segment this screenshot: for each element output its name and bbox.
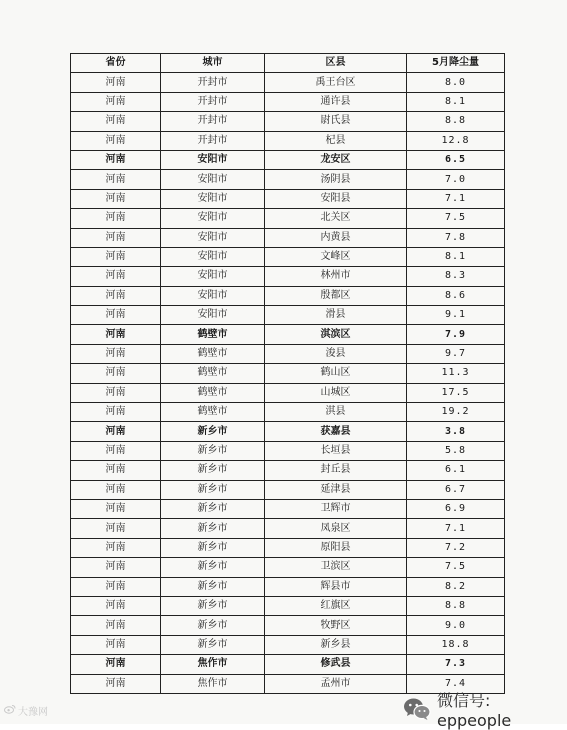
cell-city: 开封市 bbox=[161, 112, 265, 131]
table-row bbox=[71, 344, 505, 363]
cell-dustfall-value: 3.8 bbox=[407, 422, 505, 441]
header-city: 城市 bbox=[161, 54, 265, 73]
cell-city: 新乡市 bbox=[161, 577, 265, 596]
cell-dustfall-value: 6.9 bbox=[407, 499, 505, 518]
cell-city: 新乡市 bbox=[161, 480, 265, 499]
cell-dustfall-value: 9.1 bbox=[407, 306, 505, 325]
table-row bbox=[71, 499, 505, 518]
cell-city: 安阳市 bbox=[161, 267, 265, 286]
cell-city: 新乡市 bbox=[161, 519, 265, 538]
cell-dustfall-value: 9.7 bbox=[407, 344, 505, 363]
cell-province: 河南 bbox=[71, 344, 161, 363]
left-watermark bbox=[4, 703, 48, 718]
cell-city: 焦作市 bbox=[161, 655, 265, 674]
cell-county: 孟州市 bbox=[265, 674, 407, 693]
cell-county: 殷都区 bbox=[265, 286, 407, 305]
cell-province: 河南 bbox=[71, 558, 161, 577]
table-row bbox=[71, 92, 505, 111]
cell-county: 红旗区 bbox=[265, 596, 407, 615]
cell-province: 河南 bbox=[71, 480, 161, 499]
cell-county: 通许县 bbox=[265, 92, 407, 111]
cell-city: 鹤壁市 bbox=[161, 344, 265, 363]
cell-dustfall-value: 7.0 bbox=[407, 170, 505, 189]
table-row bbox=[71, 403, 505, 422]
cell-city: 新乡市 bbox=[161, 461, 265, 480]
cell-city: 新乡市 bbox=[161, 596, 265, 615]
cell-dustfall-value: 7.9 bbox=[407, 325, 505, 344]
cell-county: 鹤山区 bbox=[265, 364, 407, 383]
cell-dustfall-value: 7.8 bbox=[407, 228, 505, 247]
table-row bbox=[71, 596, 505, 615]
left-watermark-text: 大豫网 bbox=[18, 707, 48, 718]
cell-county: 龙安区 bbox=[265, 150, 407, 169]
cell-city: 焦作市 bbox=[161, 674, 265, 693]
cell-city: 新乡市 bbox=[161, 635, 265, 654]
cell-province: 河南 bbox=[71, 674, 161, 693]
cell-dustfall-value: 17.5 bbox=[407, 383, 505, 402]
table-row bbox=[71, 655, 505, 674]
cell-province: 河南 bbox=[71, 189, 161, 208]
table-row bbox=[71, 286, 505, 305]
cell-city: 新乡市 bbox=[161, 616, 265, 635]
cell-city: 开封市 bbox=[161, 131, 265, 150]
cell-county: 卫滨区 bbox=[265, 558, 407, 577]
cell-dustfall-value: 7.1 bbox=[407, 519, 505, 538]
cell-city: 新乡市 bbox=[161, 499, 265, 518]
table-row bbox=[71, 538, 505, 557]
header-may-dustfall: 5月降尘量 bbox=[407, 54, 505, 73]
cell-province: 河南 bbox=[71, 461, 161, 480]
cell-province: 河南 bbox=[71, 499, 161, 518]
table-row bbox=[71, 189, 505, 208]
table-header-row bbox=[71, 54, 505, 73]
right-watermark-text: 微信号: eppeople bbox=[437, 691, 512, 730]
cell-province: 河南 bbox=[71, 267, 161, 286]
weibo-icon bbox=[4, 704, 16, 717]
cell-province: 河南 bbox=[71, 325, 161, 344]
cell-city: 新乡市 bbox=[161, 441, 265, 460]
cell-dustfall-value: 8.6 bbox=[407, 286, 505, 305]
cell-county: 北关区 bbox=[265, 209, 407, 228]
table-row bbox=[71, 364, 505, 383]
cell-city: 安阳市 bbox=[161, 189, 265, 208]
cell-dustfall-value: 18.8 bbox=[407, 635, 505, 654]
table-row bbox=[71, 480, 505, 499]
cell-county: 尉氏县 bbox=[265, 112, 407, 131]
cell-county: 牧野区 bbox=[265, 616, 407, 635]
cell-city: 新乡市 bbox=[161, 538, 265, 557]
cell-dustfall-value: 19.2 bbox=[407, 403, 505, 422]
table-row bbox=[71, 441, 505, 460]
cell-county: 延津县 bbox=[265, 480, 407, 499]
cell-county: 卫辉市 bbox=[265, 499, 407, 518]
cell-dustfall-value: 8.2 bbox=[407, 577, 505, 596]
table-row bbox=[71, 306, 505, 325]
table-row bbox=[71, 558, 505, 577]
cell-province: 河南 bbox=[71, 577, 161, 596]
cell-dustfall-value: 7.1 bbox=[407, 189, 505, 208]
cell-city: 安阳市 bbox=[161, 228, 265, 247]
cell-city: 安阳市 bbox=[161, 170, 265, 189]
table-row bbox=[71, 519, 505, 538]
cell-county: 淇滨区 bbox=[265, 325, 407, 344]
cell-province: 河南 bbox=[71, 73, 161, 92]
cell-dustfall-value: 11.3 bbox=[407, 364, 505, 383]
cell-province: 河南 bbox=[71, 596, 161, 615]
cell-county: 淇县 bbox=[265, 403, 407, 422]
table-row bbox=[71, 616, 505, 635]
cell-county: 新乡县 bbox=[265, 635, 407, 654]
cell-city: 开封市 bbox=[161, 92, 265, 111]
cell-province: 河南 bbox=[71, 403, 161, 422]
cell-dustfall-value: 8.1 bbox=[407, 92, 505, 111]
cell-city: 安阳市 bbox=[161, 286, 265, 305]
cell-dustfall-value: 8.3 bbox=[407, 267, 505, 286]
cell-dustfall-value: 7.5 bbox=[407, 209, 505, 228]
cell-city: 开封市 bbox=[161, 73, 265, 92]
cell-dustfall-value: 8.0 bbox=[407, 73, 505, 92]
cell-province: 河南 bbox=[71, 209, 161, 228]
cell-dustfall-value: 8.8 bbox=[407, 596, 505, 615]
cell-province: 河南 bbox=[71, 247, 161, 266]
table-row bbox=[71, 383, 505, 402]
wechat-icon bbox=[403, 697, 431, 721]
cell-county: 长垣县 bbox=[265, 441, 407, 460]
cell-city: 鹤壁市 bbox=[161, 364, 265, 383]
cell-province: 河南 bbox=[71, 286, 161, 305]
cell-province: 河南 bbox=[71, 306, 161, 325]
cell-province: 河南 bbox=[71, 383, 161, 402]
cell-county: 文峰区 bbox=[265, 247, 407, 266]
cell-dustfall-value: 6.1 bbox=[407, 461, 505, 480]
table-row bbox=[71, 131, 505, 150]
table-row bbox=[71, 267, 505, 286]
cell-county: 修武县 bbox=[265, 655, 407, 674]
table-row bbox=[71, 170, 505, 189]
cell-dustfall-value: 7.2 bbox=[407, 538, 505, 557]
cell-province: 河南 bbox=[71, 131, 161, 150]
cell-city: 安阳市 bbox=[161, 306, 265, 325]
dust-fall-table bbox=[70, 53, 505, 694]
table-body bbox=[71, 73, 505, 694]
table-row bbox=[71, 112, 505, 131]
table-row bbox=[71, 461, 505, 480]
cell-county: 禹王台区 bbox=[265, 73, 407, 92]
cell-province: 河南 bbox=[71, 422, 161, 441]
cell-province: 河南 bbox=[71, 364, 161, 383]
table-row bbox=[71, 73, 505, 92]
cell-county: 滑县 bbox=[265, 306, 407, 325]
table-row bbox=[71, 228, 505, 247]
table-row bbox=[71, 209, 505, 228]
cell-county: 封丘县 bbox=[265, 461, 407, 480]
table-row bbox=[71, 247, 505, 266]
cell-dustfall-value: 8.1 bbox=[407, 247, 505, 266]
cell-dustfall-value: 7.4 bbox=[407, 674, 505, 693]
table-row bbox=[71, 150, 505, 169]
table-row bbox=[71, 635, 505, 654]
cell-dustfall-value: 7.5 bbox=[407, 558, 505, 577]
table-row bbox=[71, 577, 505, 596]
cell-province: 河南 bbox=[71, 228, 161, 247]
cell-dustfall-value: 9.0 bbox=[407, 616, 505, 635]
cell-dustfall-value: 12.8 bbox=[407, 131, 505, 150]
cell-dustfall-value: 6.7 bbox=[407, 480, 505, 499]
cell-county: 林州市 bbox=[265, 267, 407, 286]
cell-province: 河南 bbox=[71, 616, 161, 635]
cell-city: 鹤壁市 bbox=[161, 383, 265, 402]
cell-county: 内黄县 bbox=[265, 228, 407, 247]
cell-county: 山城区 bbox=[265, 383, 407, 402]
cell-county: 获嘉县 bbox=[265, 422, 407, 441]
cell-county: 原阳县 bbox=[265, 538, 407, 557]
cell-city: 安阳市 bbox=[161, 247, 265, 266]
cell-county: 安阳县 bbox=[265, 189, 407, 208]
cell-city: 鹤壁市 bbox=[161, 325, 265, 344]
cell-county: 辉县市 bbox=[265, 577, 407, 596]
cell-city: 安阳市 bbox=[161, 209, 265, 228]
cell-dustfall-value: 7.3 bbox=[407, 655, 505, 674]
cell-county: 浚县 bbox=[265, 344, 407, 363]
header-province: 省份 bbox=[71, 54, 161, 73]
cell-county: 杞县 bbox=[265, 131, 407, 150]
cell-city: 鹤壁市 bbox=[161, 403, 265, 422]
cell-province: 河南 bbox=[71, 150, 161, 169]
cell-dustfall-value: 6.5 bbox=[407, 150, 505, 169]
cell-province: 河南 bbox=[71, 441, 161, 460]
header-county: 区县 bbox=[265, 54, 407, 73]
cell-city: 新乡市 bbox=[161, 422, 265, 441]
cell-dustfall-value: 5.8 bbox=[407, 441, 505, 460]
cell-province: 河南 bbox=[71, 635, 161, 654]
table-row bbox=[71, 325, 505, 344]
cell-province: 河南 bbox=[71, 538, 161, 557]
cell-province: 河南 bbox=[71, 112, 161, 131]
table-row bbox=[71, 422, 505, 441]
cell-province: 河南 bbox=[71, 519, 161, 538]
cell-city: 安阳市 bbox=[161, 150, 265, 169]
cell-county: 汤阴县 bbox=[265, 170, 407, 189]
cell-dustfall-value: 8.8 bbox=[407, 112, 505, 131]
cell-city: 新乡市 bbox=[161, 558, 265, 577]
cell-county: 凤泉区 bbox=[265, 519, 407, 538]
cell-province: 河南 bbox=[71, 170, 161, 189]
cell-province: 河南 bbox=[71, 655, 161, 674]
cell-province: 河南 bbox=[71, 92, 161, 111]
